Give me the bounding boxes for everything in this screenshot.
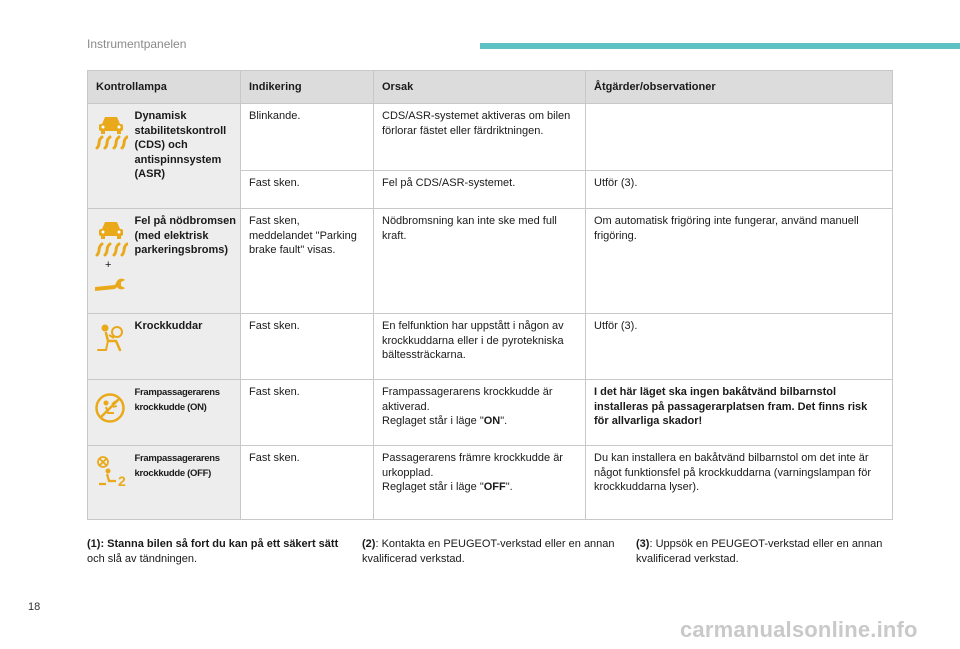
- footnote-bold-text: : Stanna bilen så fort du kan på ett säkert sätt: [100, 538, 339, 550]
- page-header-title: Instrumentpanelen: [87, 37, 187, 51]
- cause-pre: Reglaget står i läge ": [382, 481, 484, 493]
- lamp-name-airbags: Krockkuddar: [133, 314, 241, 380]
- cause-post: ".: [500, 415, 508, 427]
- watermark: carmanualsonline.info: [680, 617, 918, 642]
- skid-car-icon: [94, 219, 128, 259]
- lamp-icon-cell: [88, 446, 133, 520]
- indication-cell: Fast sken, meddelandet "Parking brake fault" visas.: [241, 209, 374, 314]
- table-row: [88, 380, 893, 446]
- col-header-indication: Indikering: [241, 71, 374, 104]
- cause-line: Frampassagerarens krockkudde är aktiverad.: [382, 386, 553, 413]
- switch-position-off: OFF: [483, 481, 506, 493]
- header-accent-bar: [480, 43, 960, 49]
- indication-cell: Fast sken.: [241, 446, 374, 520]
- lamp-name-emergency-brake: Fel på nödbromsen (med elektrisk parkeringsbroms): [133, 209, 241, 314]
- table-row: [88, 446, 893, 520]
- cause-line: Passagerarens främre krockkudde är urkopplad.: [382, 452, 563, 479]
- cause-post: ".: [505, 481, 513, 493]
- table-row: [88, 104, 893, 171]
- plus-sign: +: [105, 259, 112, 271]
- footnote-3: [636, 537, 892, 567]
- wrench-icon: [93, 275, 127, 293]
- col-header-lamp: Kontrollampa: [88, 71, 241, 104]
- footnote-2: [362, 537, 622, 567]
- lamp-name-cds-asr: Dynamisk stabilitetskontroll (CDS) och antispinnsystem (ASR): [133, 104, 241, 209]
- lamp-name-passenger-airbag-on: Frampassagerarens krockkudde (ON): [133, 380, 241, 446]
- action-cell: Om automatisk frigöring inte fungerar, använd manuell frigöring.: [586, 209, 893, 314]
- cause-cell: [374, 380, 586, 446]
- indication-cell: Fast sken.: [241, 380, 374, 446]
- table-header-row: [88, 71, 893, 104]
- cause-cell: [374, 446, 586, 520]
- passenger-airbag-on-icon: [94, 392, 126, 424]
- footnote-text: : Kontakta en PEUGEOT-verkstad eller en annan kvalificerad verkstad.: [362, 538, 615, 565]
- action-cell: [586, 104, 893, 171]
- lamp-icon-cell: [88, 104, 133, 209]
- footnote-ref: (1): [87, 538, 101, 550]
- footnote-text: : Uppsök en PEUGEOT-verkstad eller en annan kvalificerad verkstad.: [636, 538, 883, 565]
- warning-lamp-table: [87, 70, 893, 520]
- lamp-name-passenger-airbag-off: Frampassagerarens krockkudde (OFF): [133, 446, 241, 520]
- svg-text:2: 2: [118, 473, 126, 488]
- action-cell: Utför (3).: [586, 171, 893, 209]
- col-header-cause: Orsak: [374, 71, 586, 104]
- page-number: 18: [28, 601, 41, 613]
- action-cell-warning: I det här läget ska ingen bakåtvänd bilbarnstol installeras på passagerarplatsen fram. Det finns risk för allvarliga skador!: [586, 380, 893, 446]
- indication-cell: Fast sken.: [241, 171, 374, 209]
- cause-cell: CDS/ASR-systemet aktiveras om bilen förlorar fästet eller färdriktningen.: [374, 104, 586, 171]
- col-header-action: Åtgärder/observationer: [586, 71, 893, 104]
- airbag-icon: [96, 322, 126, 352]
- lamp-icon-cell: [88, 380, 133, 446]
- indication-cell: Blinkande.: [241, 104, 374, 171]
- switch-position-on: ON: [483, 415, 501, 427]
- cause-cell: En felfunktion har uppstått i någon av krockkuddarna eller i de pyrotekniska bältessträckarna.: [374, 314, 586, 380]
- passenger-airbag-off-icon: [94, 454, 128, 488]
- cause-pre: Reglaget står i läge ": [382, 415, 484, 427]
- table-row: [88, 314, 893, 380]
- action-cell: Utför (3).: [586, 314, 893, 380]
- footnote-ref: (3): [636, 538, 650, 550]
- table-row: [88, 209, 893, 314]
- cause-cell: Fel på CDS/ASR-systemet.: [374, 171, 586, 209]
- lamp-icon-cell: [88, 209, 133, 314]
- cause-cell: Nödbromsning kan inte ske med full kraft.: [374, 209, 586, 314]
- skid-car-icon: [94, 114, 128, 152]
- action-cell: Du kan installera en bakåtvänd bilbarnstol om det inte är något funktionsfel på krockkuddarna (varningslampan för krockkuddarna lyser).: [586, 446, 893, 520]
- footnote-ref: (2): [362, 538, 376, 550]
- indication-cell: Fast sken.: [241, 314, 374, 380]
- lamp-icon-cell: [88, 314, 133, 380]
- footnote-text: och slå av tändningen.: [87, 553, 198, 565]
- footnote-1: [87, 537, 352, 567]
